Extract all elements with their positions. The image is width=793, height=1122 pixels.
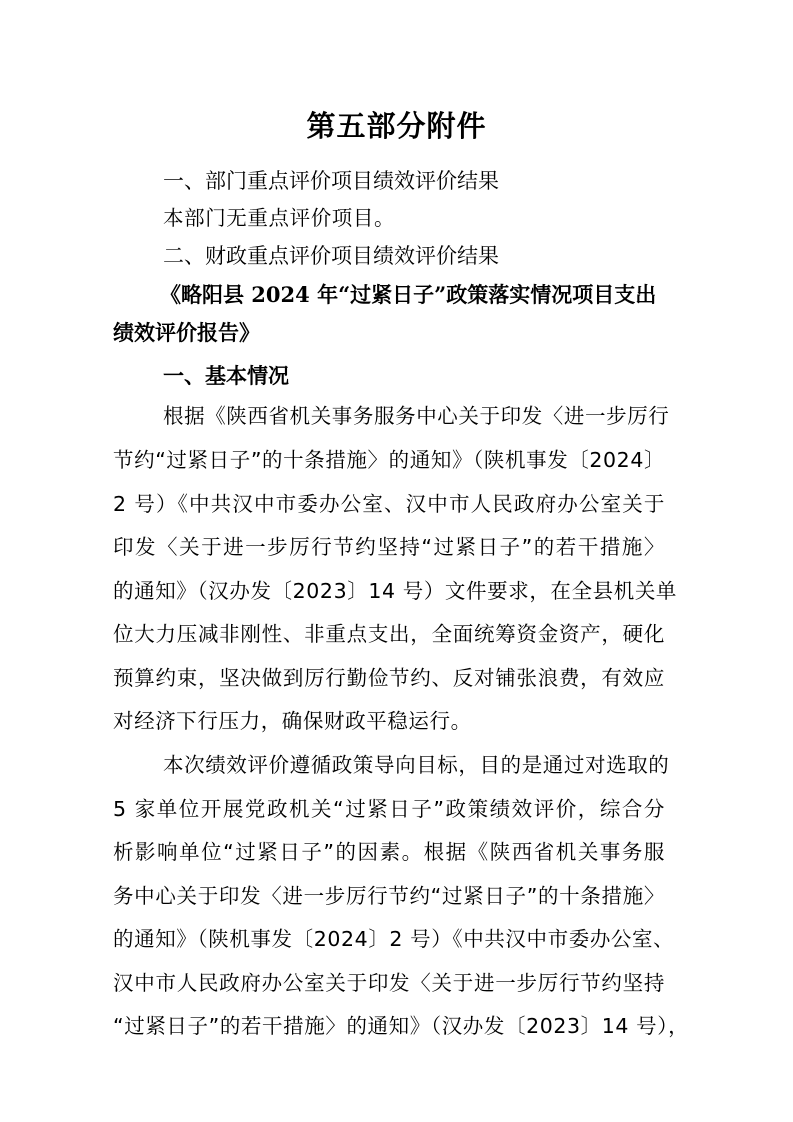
paragraph-line: 析影响单位“过紧日子”的因素。根据《陕西省机关事务服 [113,840,665,864]
paragraph-line: 本次绩效评价遵循政策导向目标，目的是通过对选取的 [163,753,670,777]
paragraph-line: 印发〈关于进一步厉行节约坚持“过紧日子”的若干措施〉 [113,535,665,559]
paragraph-line: “过紧日子”的若干措施〉的通知》（汉办发〔2023〕14 号）， [113,1014,690,1038]
paragraph-line: 2 号）《中共汉中市委办公室、汉中市人民政府办公室关于 [113,492,665,516]
paragraph-line: 5 家单位开展党政机关“过紧日子”政策绩效评价，综合分 [113,797,665,821]
paragraph-line: 位大力压减非刚性、非重点支出，全面统筹资金资产，硬化 [113,622,665,646]
section2-heading: 二、财政重点评价项目绩效评价结果 [163,244,499,268]
paragraph-line: 根据《陕西省机关事务服务中心关于印发〈进一步厉行 [163,404,670,428]
paragraph-line: 的通知》（汉办发〔2023〕14 号）文件要求，在全县机关单 [113,579,678,603]
basic-situation-heading: 一、基本情况 [163,363,289,388]
paragraph-line: 节约“过紧日子”的十条措施〉的通知》（陕机事发〔2024〕 [113,448,666,472]
section1-text: 本部门无重点评价项目。 [163,206,396,230]
report-title-line-2: 绩效评价报告》 [113,320,260,345]
paragraph-line: 的通知》（陕机事发〔2024〕2 号）《中共汉中市委办公室、 [113,927,675,951]
paragraph-line: 对经济下行压力，确保财政平稳运行。 [113,709,472,733]
paragraph-line: 预算约束，坚决做到厉行勤俭节约、反对铺张浪费，有效应 [113,666,665,690]
page-title: 第五部分附件 [306,109,487,143]
paragraph-line: 汉中市人民政府办公室关于印发〈关于进一步厉行节约坚持 [113,971,665,995]
paragraph-line: 务中心关于印发〈进一步厉行节约“过紧日子”的十条措施〉 [113,884,665,908]
report-title-line-1: 《略阳县 2024 年“过紧日子”政策落实情况项目支出 [160,282,657,307]
section1-heading: 一、部门重点评价项目绩效评价结果 [163,169,499,193]
